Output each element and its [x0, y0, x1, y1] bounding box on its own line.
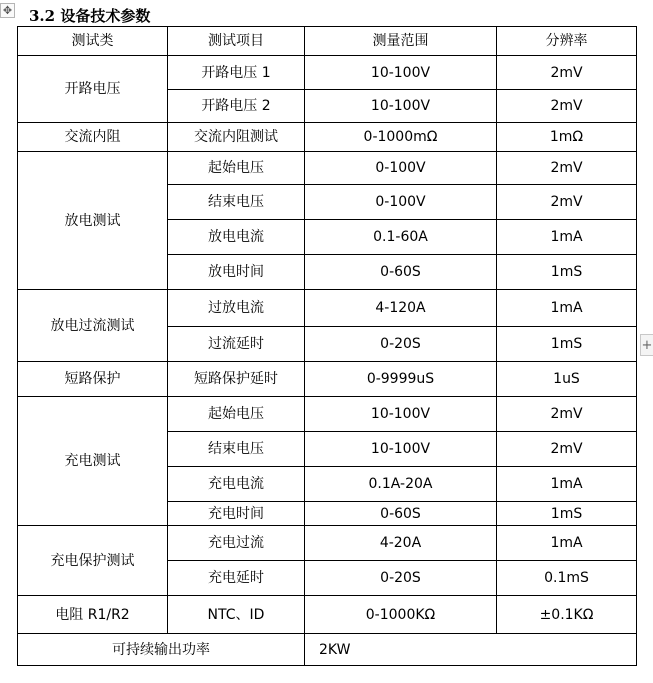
table-row: [18, 596, 637, 634]
category-cell: 电阻 R1/R2: [18, 596, 168, 634]
range-cell: 0-1000mΩ: [305, 123, 497, 152]
resolution-cell: 1mA: [497, 467, 637, 502]
spec-table: [17, 26, 637, 666]
range-cell: 0-20S: [305, 561, 497, 596]
footer-row: [18, 634, 637, 666]
item-cell: 起始电压: [168, 397, 305, 432]
item-cell: 充电电流: [168, 467, 305, 502]
item-cell: 交流内阻测试: [168, 123, 305, 152]
category-cell: 充电测试: [18, 397, 168, 526]
resolution-cell: 1mΩ: [497, 123, 637, 152]
range-cell: 0-9999uS: [305, 362, 497, 397]
range-cell: 0-20S: [305, 327, 497, 362]
range-cell: 10-100V: [305, 432, 497, 467]
plus-icon: +: [641, 337, 653, 353]
resolution-cell: 2mV: [497, 397, 637, 432]
range-cell: 10-100V: [305, 90, 497, 123]
item-cell: 过放电流: [168, 290, 305, 327]
category-cell: 开路电压: [18, 56, 168, 123]
item-cell: 充电延时: [168, 561, 305, 596]
header-cell: 测试项目: [168, 27, 305, 56]
table-row: [18, 123, 637, 152]
range-cell: 0-1000KΩ: [305, 596, 497, 634]
header-cell: 测试类: [18, 27, 168, 56]
section-title: 3.2 设备技术参数: [29, 7, 151, 25]
range-cell: 0-60S: [305, 502, 497, 526]
item-cell: 过流延时: [168, 327, 305, 362]
range-cell: 4-120A: [305, 290, 497, 327]
resolution-cell: 0.1mS: [497, 561, 637, 596]
resolution-cell: ±0.1KΩ: [497, 596, 637, 634]
table-row: [18, 397, 637, 432]
item-cell: 短路保护延时: [168, 362, 305, 397]
header-cell: 测量范围: [305, 27, 497, 56]
item-cell: 开路电压 2: [168, 90, 305, 123]
resolution-cell: 1mA: [497, 526, 637, 561]
category-cell: 短路保护: [18, 362, 168, 397]
resolution-cell: 1uS: [497, 362, 637, 397]
table-row: [18, 152, 637, 185]
table-header-row: [18, 27, 637, 56]
item-cell: 充电时间: [168, 502, 305, 526]
resolution-cell: 2mV: [497, 90, 637, 123]
range-cell: 0-60S: [305, 255, 497, 290]
item-cell: 开路电压 1: [168, 56, 305, 90]
resolution-cell: 1mA: [497, 290, 637, 327]
range-cell: 10-100V: [305, 397, 497, 432]
range-cell: 0-100V: [305, 152, 497, 185]
range-cell: 4-20A: [305, 526, 497, 561]
item-cell: 结束电压: [168, 432, 305, 467]
item-cell: 放电时间: [168, 255, 305, 290]
category-cell: 放电测试: [18, 152, 168, 290]
category-cell: 交流内阻: [18, 123, 168, 152]
move-table-handle[interactable]: [0, 3, 15, 18]
table-row: [18, 56, 637, 90]
item-cell: 起始电压: [168, 152, 305, 185]
table-row: [18, 526, 637, 561]
resolution-cell: 1mS: [497, 327, 637, 362]
range-cell: 10-100V: [305, 56, 497, 90]
range-cell: 0.1-60A: [305, 220, 497, 255]
item-cell: NTC、ID: [168, 596, 305, 634]
item-cell: 充电过流: [168, 526, 305, 561]
item-cell: 结束电压: [168, 185, 305, 220]
item-cell: 放电电流: [168, 220, 305, 255]
resolution-cell: 1mA: [497, 220, 637, 255]
resolution-cell: 2mV: [497, 152, 637, 185]
range-cell: 0-100V: [305, 185, 497, 220]
resolution-cell: 1mS: [497, 255, 637, 290]
footer-value-cell: 2KW: [305, 634, 637, 666]
move-arrows-icon: ✥: [2, 4, 13, 17]
resolution-cell: 2mV: [497, 56, 637, 90]
table-row: [18, 290, 637, 327]
header-cell: 分辨率: [497, 27, 637, 56]
range-cell: 0.1A-20A: [305, 467, 497, 502]
resolution-cell: 2mV: [497, 432, 637, 467]
add-column-handle[interactable]: [640, 334, 653, 356]
category-cell: 充电保护测试: [18, 526, 168, 596]
resolution-cell: 2mV: [497, 185, 637, 220]
resolution-cell: 1mS: [497, 502, 637, 526]
category-cell: 放电过流测试: [18, 290, 168, 362]
footer-label-cell: 可持续输出功率: [18, 634, 305, 666]
table-row: [18, 362, 637, 397]
